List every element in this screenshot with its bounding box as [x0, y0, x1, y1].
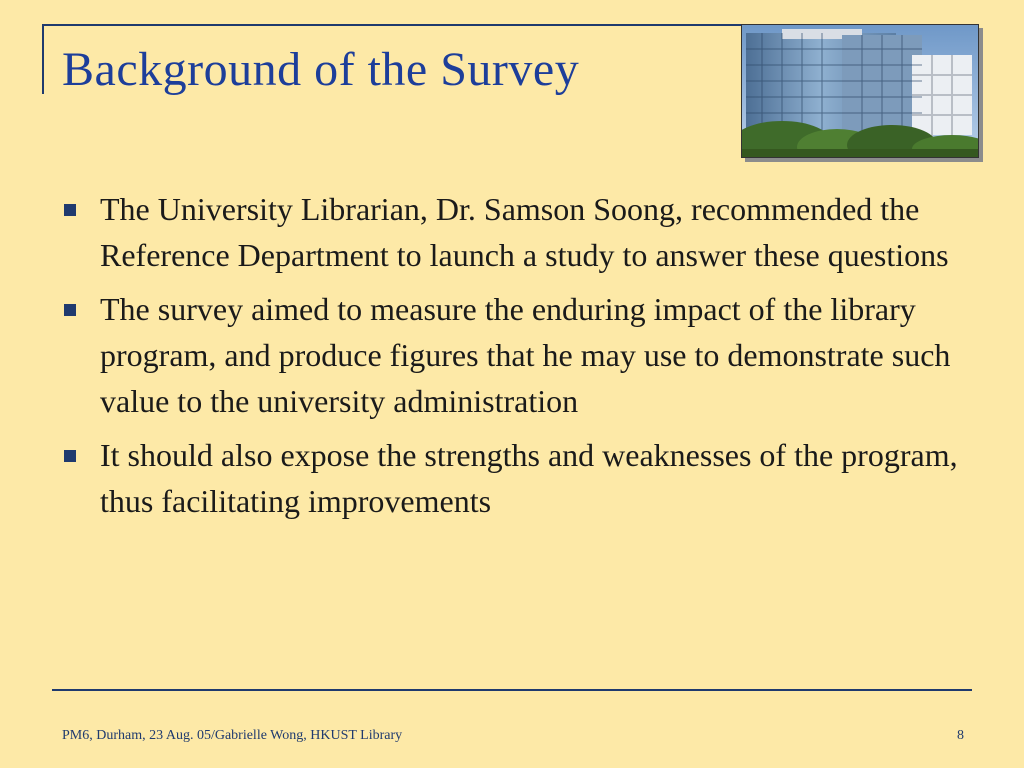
page-number: 8: [957, 728, 964, 743]
bullet-list: [62, 186, 962, 532]
title-frame-horizontal-rule: [42, 24, 762, 26]
bullet-text: It should also expose the strengths and weaknesses of the program, thus facilitating improvements: [100, 437, 958, 519]
building-photo: [741, 24, 979, 158]
title-frame-vertical-rule: [42, 24, 44, 94]
footer-caption: PM6, Durham, 23 Aug. 05/Gabrielle Wong, HKUST Library: [62, 728, 403, 743]
square-bullet-icon: [64, 304, 76, 316]
slide-title: Background of the Survey: [62, 43, 580, 96]
bullet-text: The University Librarian, Dr. Samson Soong, recommended the Reference Department to launch a study to answer these questions: [100, 191, 949, 273]
footer-divider: [52, 689, 972, 691]
building-photo-illustration: [742, 25, 978, 157]
square-bullet-icon: [64, 204, 76, 216]
bullet-item: [62, 432, 962, 524]
square-bullet-icon: [64, 450, 76, 462]
bullet-text: The survey aimed to measure the enduring impact of the library program, and produce figures that he may use to demonstrate such value to the university administration: [100, 291, 951, 419]
bullet-item: [62, 186, 962, 278]
bullet-item: [62, 286, 962, 424]
